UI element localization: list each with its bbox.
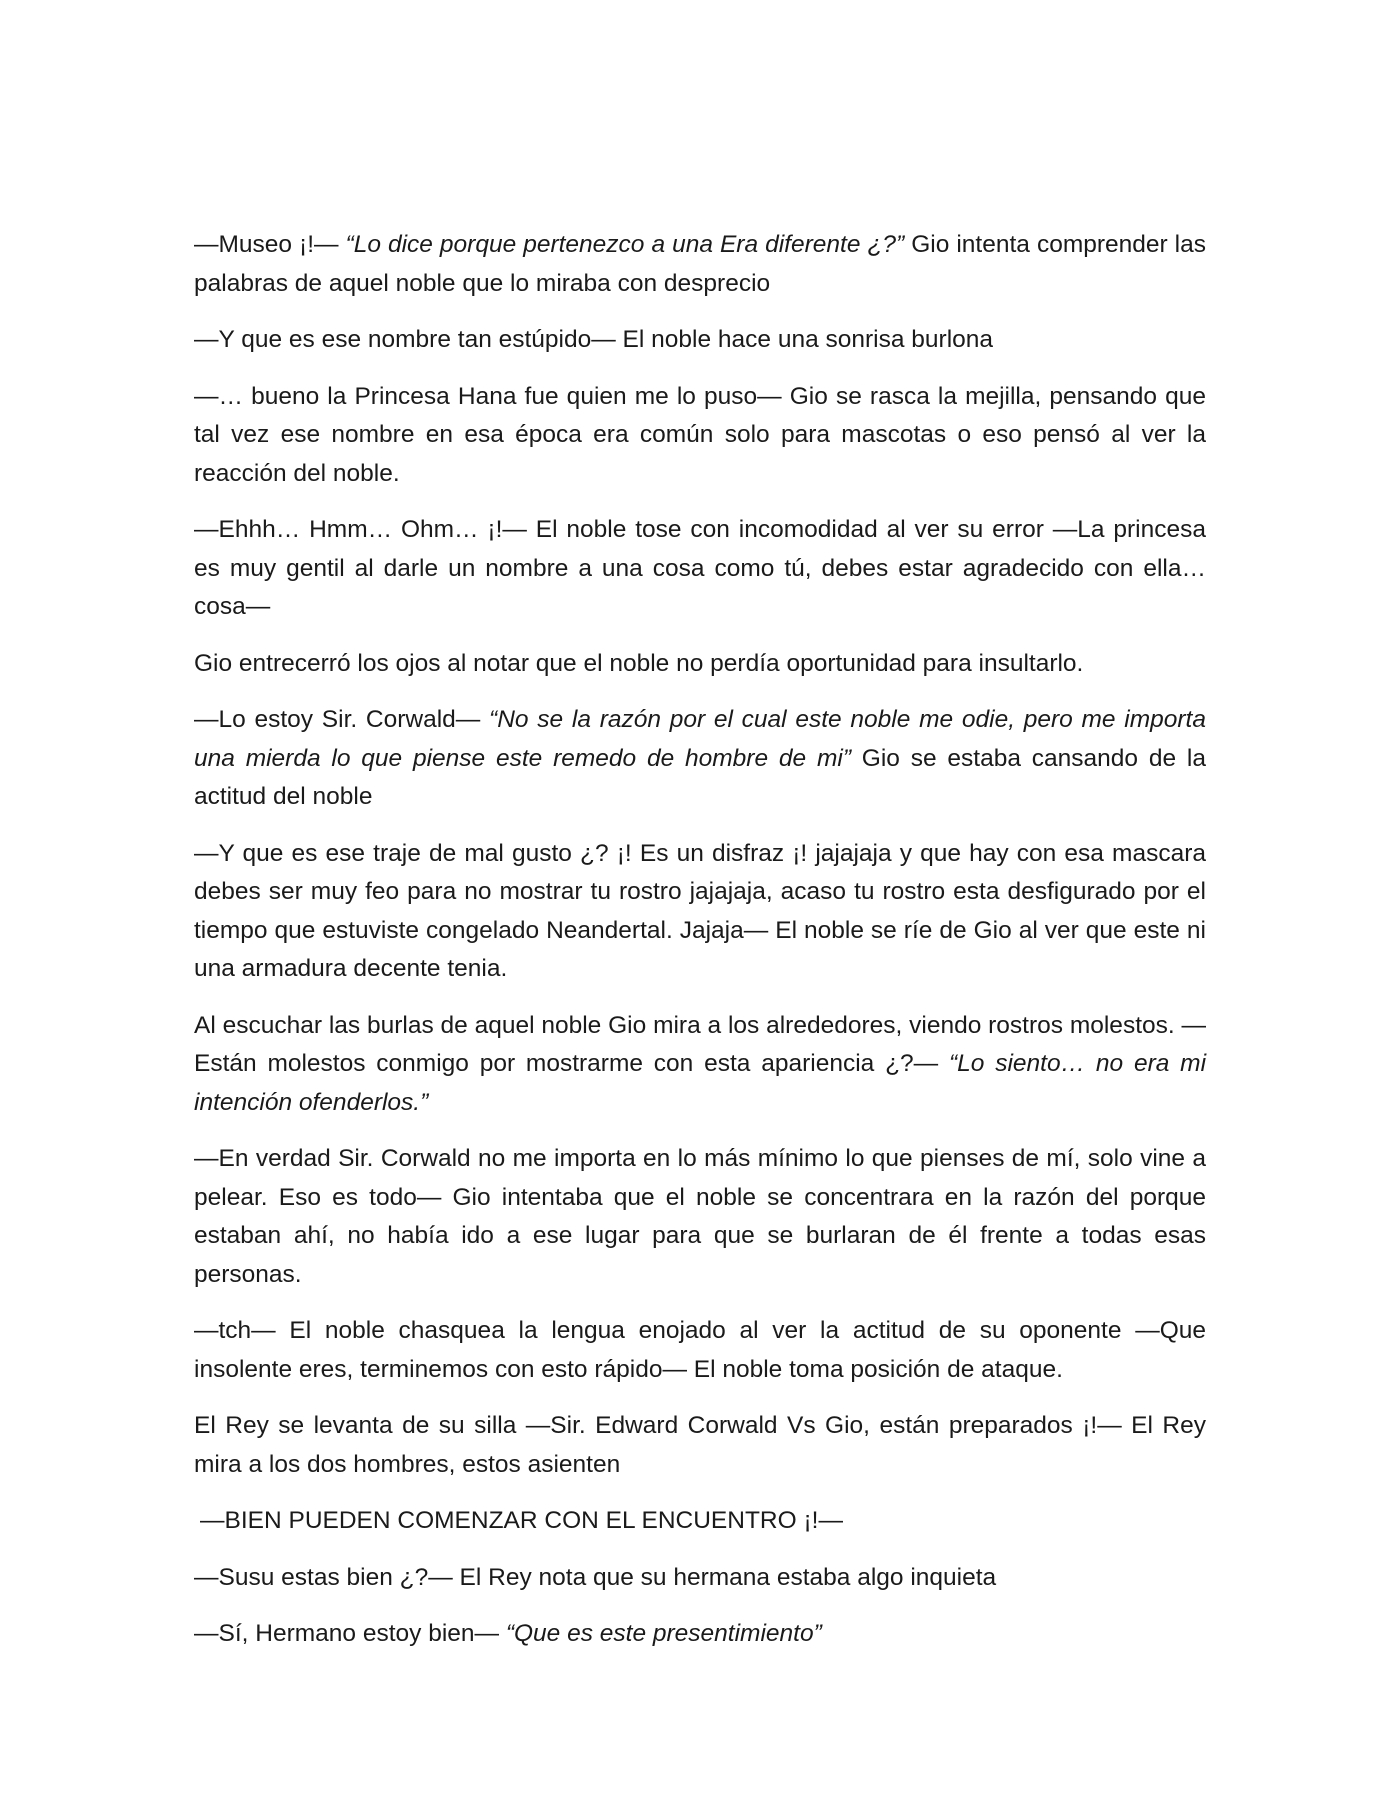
paragraph — [194, 645, 1206, 684]
paragraph — [194, 1559, 1206, 1598]
paragraph — [194, 378, 1206, 494]
paragraph-text: —En verdad Sir. Corwald no me importa en lo más mínimo lo que pienses de mí, solo vine a pelear. Eso es todo— Gio intentaba que el noble se concentrara en la razón del porque estaban ahí, no había ido a ese lugar para que se burlaran de él frente a todas esas personas. — [194, 1145, 1206, 1288]
document-body — [194, 226, 1206, 1672]
paragraph-text: —Sí, Hermano estoy bien— — [194, 1620, 506, 1647]
paragraph-text: —Museo ¡!— — [194, 231, 346, 258]
paragraph-text: —Y que es ese traje de mal gusto ¿? ¡! Es un disfraz ¡! jajajaja y que hay con esa mascara debes ser muy feo para no mostrar tu rostro jajajaja, acaso tu rostro esta desfigurado por el tiempo que estuviste congelado Neandertal. Jajaja— El noble se ríe de Gio al ver que este ni una armadura decente tenia. — [194, 839, 1206, 982]
paragraph — [194, 1502, 1206, 1541]
paragraph — [194, 321, 1206, 360]
paragraph-text: —BIEN PUEDEN COMENZAR CON EL ENCUENTRO ¡!— — [200, 1507, 843, 1534]
italic-thought-text: “No se la razón por el cual este noble me odie, pero me importa una mierda lo que piense este remedo de hombre de mi” — [194, 706, 1206, 772]
paragraph-text: Gio se estaba cansando de la actitud del noble — [194, 744, 1206, 810]
paragraph — [194, 835, 1206, 989]
paragraph — [194, 701, 1206, 817]
paragraph — [194, 1007, 1206, 1123]
paragraph-text: —… bueno la Princesa Hana fue quien me lo puso— Gio se rasca la mejilla, pensando que tal vez ese nombre en esa época era común solo para mascotas o eso pensó al ver la reacción del noble. — [194, 382, 1206, 487]
paragraph-text: Gio entrecerró los ojos al notar que el noble no perdía oportunidad para insultarlo. — [194, 649, 1084, 677]
paragraph — [194, 511, 1206, 627]
italic-thought-text: “Que es este presentimiento” — [505, 1620, 822, 1647]
paragraph-text: —Y que es ese nombre tan estúpido— El noble hace una sonrisa burlona — [194, 326, 994, 353]
paragraph — [194, 1407, 1206, 1484]
paragraph-text: El Rey se levanta de su silla —Sir. Edward Corwald Vs Gio, están preparados ¡!— El Rey mira a los dos hombres, estos asienten — [194, 1412, 1206, 1478]
paragraph-text: —Ehhh… Hmm… Ohm… ¡!— El noble tose con incomodidad al ver su error —La princesa es muy gentil al darle un nombre a una cosa como tú, debes estar agradecido con ella… cosa— — [194, 516, 1206, 620]
paragraph — [194, 1312, 1206, 1389]
italic-thought-text: “Lo siento… no era mi intención ofenderlos.” — [194, 1050, 1207, 1116]
paragraph-text: —tch— El noble chasquea la lengua enojado al ver la actitud de su oponente —Que insolente eres, terminemos con esto rápido— El noble toma posición de ataque. — [194, 1317, 1206, 1383]
paragraph — [194, 1615, 1206, 1654]
paragraph — [194, 226, 1206, 303]
paragraph-text: Gio intenta comprender las palabras de aquel noble que lo miraba con desprecio — [194, 231, 1206, 297]
paragraph — [194, 1140, 1206, 1294]
paragraph-text: —Lo estoy Sir. Corwald— — [194, 706, 490, 733]
italic-thought-text: “Lo dice porque pertenezco a una Era diferente ¿?” — [345, 231, 905, 258]
paragraph-text: —Susu estas bien ¿?— El Rey nota que su hermana estaba algo inquieta — [194, 1563, 997, 1591]
paragraph-text: Al escuchar las burlas de aquel noble Gio mira a los alrededores, viendo rostros molestos. —Están molestos conmigo por mostrarme con esta apariencia ¿?— — [194, 1011, 1206, 1077]
